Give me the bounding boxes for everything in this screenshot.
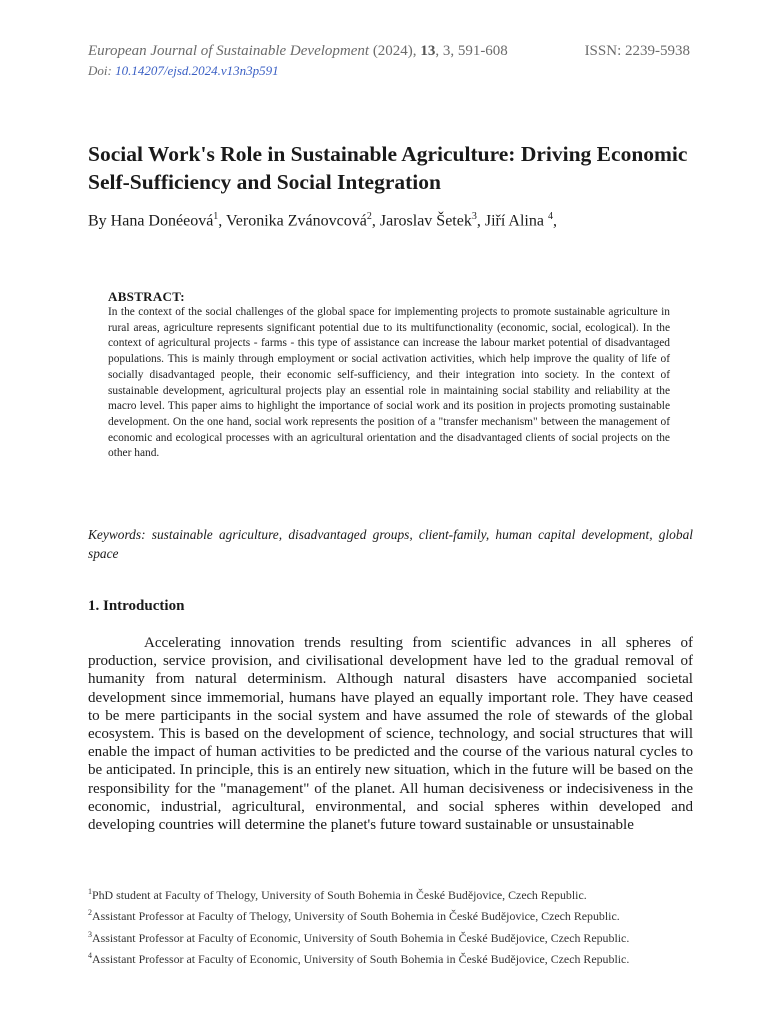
author-name: Veronika Zvánovcová [226,212,367,230]
journal-volume: 13 [420,43,436,59]
footnote-marker: 3 [88,929,92,939]
footnote [88,884,692,903]
journal-name: European Journal of Sustainable Development [88,43,370,59]
author-affiliation-marker: 1 [213,211,219,222]
footnote-marker: 4 [88,951,92,961]
doi-label: Doi: [88,63,116,78]
footnotes [88,884,692,970]
footnote [88,948,692,967]
author-name: Hana Donéeová [110,212,214,230]
author-line [88,211,557,230]
footnote-marker: 1 [88,887,92,896]
footnote [88,927,692,946]
journal-citation [88,43,508,60]
author-separator: , [371,212,380,230]
journal-year: (2024), [372,43,417,59]
introduction-paragraph: Accelerating innovation trends resulting from scientific advances in all spheres of production, service provision, and civilisational development have led to the gradual removal of humanity from natural determinism. Although natural disasters have accompanied societal development since immemorial, humans have played an equally important role. They have ceased to be mere participants in the social system and have assumed the role of stewards of the global ecosystem. This is based on the development of science, technology, and social structures that will enable the impact of human activities to be predicted and the course of the various natural cycles to be anticipated. In principle, this is an entirely new situation, which in the future will be based on the responsibility for the "management" of the planet. All human decisiveness or indecisiveness in the economic, industrial, agricultural, environmental, and social spheres within developed and developing countries will determine the planet's future toward sustainable or unsustainable [88,635,693,834]
journal-issue-pages: , 3, 591-608 [435,43,508,59]
footnote-text: PhD student at Faculty of Thelogy, University of South Bohemia in České Budějovice, Czech Republic. [92,887,587,902]
doi-line [88,63,279,79]
author-affiliation-marker: 4 [547,211,553,222]
footnote-text: Assistant Professor at Faculty of Economic, University of South Bohemia in České Budějovice, Czech Republic. [92,952,630,967]
abstract-text: In the context of the social challenges of the global space for implementing projects to promote sustainable agriculture in rural areas, agriculture represents significant potential due to its multifunctionality (economic, social, ecological). In the context of agricultural projects - farms - this type of assistance can increase the labour market potential of disadvantaged populations. This is mainly through employment or social activation activities, which help improve the quality of life of socially disadvantaged people, their economic self-sufficiency, and their integration into society. In the context of sustainable development, agricultural projects play an essential role in maintaining social stability and reliability at the macro level. This paper aims to highlight the importance of social work and its position in projects promoting sustainable development. On the one hand, social work represents the position of a "transfer mechanism" between the management of economic and ecological processes with an agricultural orientation and the disadvantaged clients of social projects on the other hand. [108,306,670,460]
author-name: Jiří Alina [484,212,548,230]
paper-title: Social Work's Role in Sustainable Agriculture: Driving Economic Self-Sufficiency and Social Integration [88,142,688,194]
footnote [88,905,692,924]
author-separator: , [552,212,557,230]
author-name: Jaroslav Šetek [379,212,472,230]
author-separator: , [218,212,227,230]
author-by: By [88,212,111,230]
section-heading-introduction: 1. Introduction [88,598,185,614]
author-separator: , [476,212,485,230]
footnote-text: Assistant Professor at Faculty of Thelogy, University of South Bohemia in České Budějovice, Czech Republic. [92,909,620,924]
footnote-marker: 2 [88,908,92,918]
abstract-heading: ABSTRACT: [108,289,185,304]
running-header [88,43,690,83]
author-affiliation-marker: 2 [366,211,372,222]
author-affiliation-marker: 3 [471,211,477,222]
issn: ISSN: 2239-5938 [584,43,690,59]
keywords: Keywords: sustainable agriculture, disadvantaged groups, client-family, human capital development, global space [88,527,693,561]
footnote-text: Assistant Professor at Faculty of Economic, University of South Bohemia in České Budějovice, Czech Republic. [92,930,630,945]
doi-link[interactable]: 10.14207/ejsd.2024.v13n3p591 [115,63,279,78]
